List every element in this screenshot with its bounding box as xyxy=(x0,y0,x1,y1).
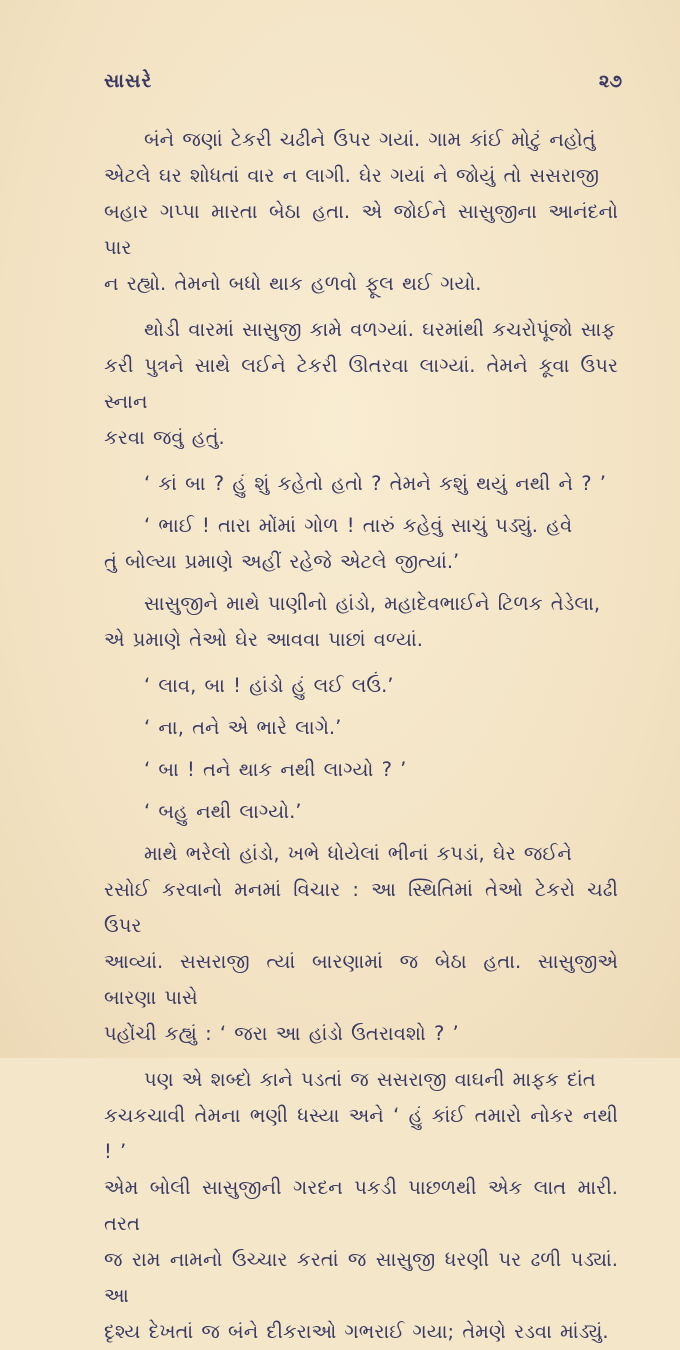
dialogue-line: ‘ લાવ, બા ! હાંડો હું લઈ લઉં.’ xyxy=(144,674,394,697)
dialogue-line: ‘ ના, તને એ ભારે લાગે.’ xyxy=(144,716,342,739)
paragraph: પણ એ શબ્દો કાને પડતાં જ સસરાજી વાઘની માફક દાંત કચકચાવી તેમના ભણી ધસ્યા અને ‘ હું કાંઈ તમારો નોકર નથી ! ’ એમ બોલી સાસુજીની ગરદન પકડી પાછળથી એક લાત મારી. તરત જ રામ નામનો ઉચ્ચાર કરતાં જ સાસુજી ધરણી પર ઢળી પડ્યાં. આ દૃશ્ય દેખતાં જ બંને દીકરાઓ ગભરાઈ ગયા; તેમણે રડવા માંડ્યું. xyxy=(104,1068,618,1343)
dialogue-line: ‘ ભાઈ ! તારા મોંમાં ગોળ ! તારું કહેવું સાચું પડ્યું. હવે તું બોલ્યા પ્રમાણે અહીં રહેજે એટલે જીત્યાં.’ xyxy=(104,514,573,573)
paragraph: બંને જણાં ટેકરી ચઢીને ઉપર ગયાં. ગામ કાંઈ મોટું નહોતું એટલે ઘર શોધતાં વાર ન લાગી. ઘેર ગયાં ને જોયું તો સસરાજી બહાર ગપ્પા મારતા બેઠા હતા. એ જોઈને સાસુજીના આનંદનો પાર ન રહ્યો. તેમનો બધો થાક હળવો ફૂલ થઈ ગયો. xyxy=(104,128,618,295)
paragraph: સાસુજીને માથે પાણીનો હાંડો, મહાદેવભાઈને ટિળક તેડેલા, એ પ્રમાણે તેઓ ઘેર આવવા પાછાં વળ્યાં. xyxy=(104,592,601,651)
paragraph: માથે ભરેલો હાંડો, ખભે ધોયેલાં ભીનાં કપડાં, ઘેર જઈને રસોઈ કરવાનો મનમાં વિચાર : આ સ્થિતિમાં તેઓ ટેકરો ચઢી ઉપર આવ્યાં. સસરાજી ત્યાં બારણામાં જ બેઠા હતા. સાસુજીએ બારણા પાસે પહોંચી કહ્યું : ‘ જરા આ હાંડો ઉતરાવશો ? ’ xyxy=(104,842,618,1045)
page-number: ૨૭ xyxy=(598,71,622,92)
dialogue-line: ‘ બહુ નથી લાગ્યો.’ xyxy=(144,800,302,823)
paragraph: થોડી વારમાં સાસુજી કામે વળગ્યાં. ઘરમાંથી કચરોપૂંજો સાફ કરી પુત્રને સાથે લઈને ટેકરી ઊતરવા લાગ્યાં. તેમને કૂવા ઉપર સ્નાન કરવા જવું હતું. xyxy=(104,318,618,449)
dialogue-line: ‘ બા ! તને થાક નથી લાગ્યો ? ’ xyxy=(144,758,407,781)
body-text xyxy=(104,122,618,1350)
running-title: સાસરે xyxy=(104,70,153,92)
page-header xyxy=(104,70,622,114)
dialogue-line: ‘ કાં બા ? હું શું કહેતો હતો ? તેમને કશું થયું નથી ને ? ’ xyxy=(144,472,606,495)
